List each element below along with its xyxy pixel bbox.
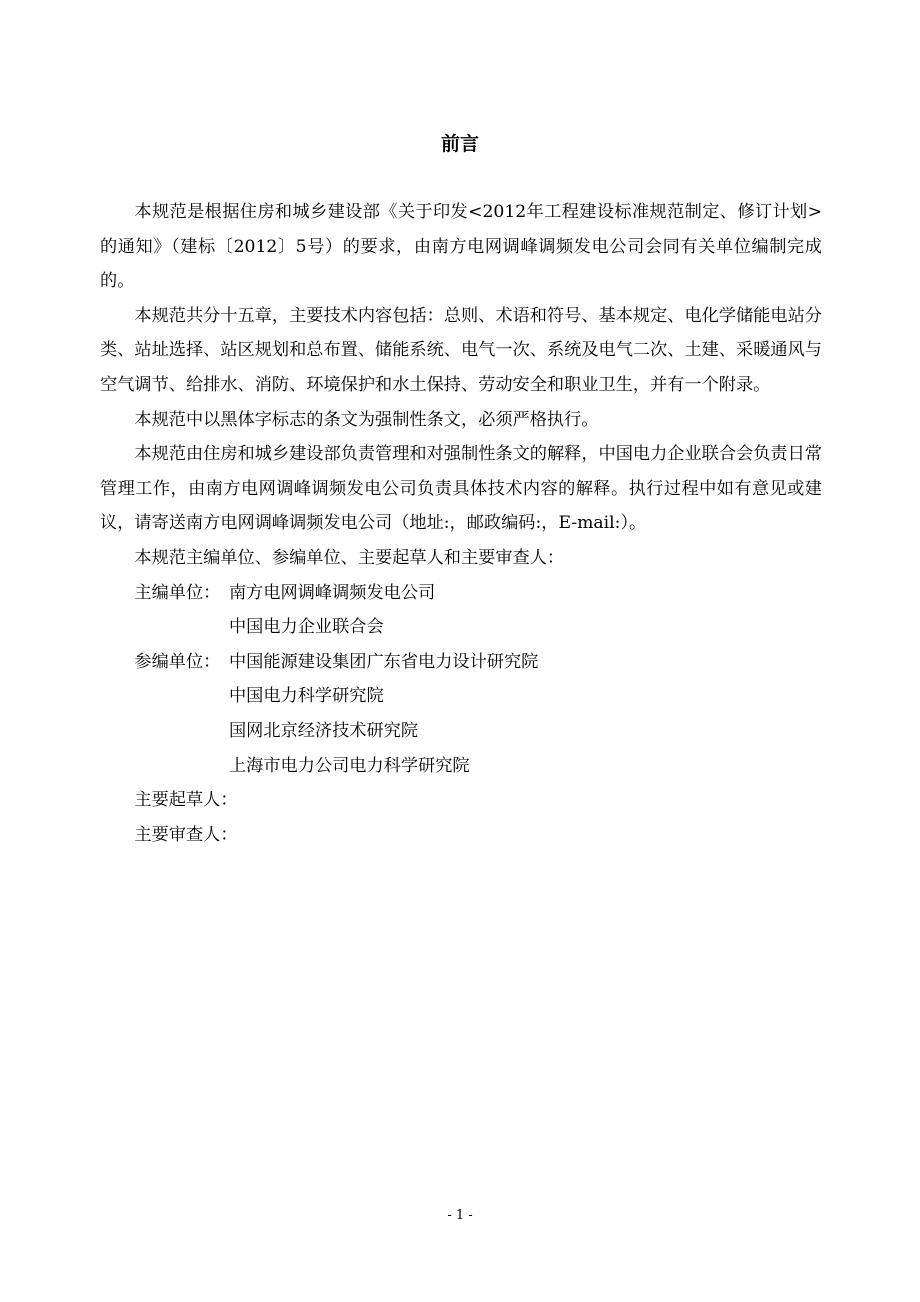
reviewers-label: 主要审查人： xyxy=(134,824,238,845)
chief-unit-item: 中国电力企业联合会 xyxy=(228,617,384,638)
paragraph-management: 本规范由住房和城乡建设部负责管理和对强制性条文的解释，中国电力企业联合会负责日常管理工作，由南方电网调峰调频发电公司负责具体技术内容的解释。执行过程中如有意见或建议，请寄送南方电网调峰调频发电公司（地址:，邮政编码:，E-mail:）。 xyxy=(100,444,822,534)
participating-units-label: 参编单位： xyxy=(134,651,221,672)
drafters-label: 主要起草人： xyxy=(134,790,238,811)
paragraph-mandatory: 本规范中以黑体字标志的条文为强制性条文，必须严格执行。 xyxy=(134,409,599,430)
chief-units-section xyxy=(100,576,822,645)
participating-unit-item: 中国电力科学研究院 xyxy=(228,686,384,707)
participating-unit-item: 上海市电力公司电力科学研究院 xyxy=(228,755,470,776)
foreword-body xyxy=(100,195,822,852)
chief-units-label: 主编单位： xyxy=(134,582,221,603)
participating-units-section xyxy=(100,645,822,783)
participating-units-list xyxy=(229,645,822,783)
paragraph-units-intro: 本规范主编单位、参编单位、主要起草人和主要审查人： xyxy=(134,547,565,568)
paragraph-contents: 本规范共分十五章，主要技术内容包括：总则、术语和符号、基本规定、电化学储能电站分类、站址选择、站区规划和总布置、储能系统、电气一次、系统及电气二次、土建、采暖通风与空气调节、给排水、消防、环境保护和水土保持、劳动安全和职业卫生，并有一个附录。 xyxy=(100,305,822,395)
page-number: - 1 - xyxy=(447,1208,473,1223)
page-title: 前言 xyxy=(440,133,479,155)
chief-units-list xyxy=(229,576,822,645)
participating-unit-item: 中国能源建设集团广东省电力设计研究院 xyxy=(228,651,539,672)
chief-unit-item: 南方电网调峰调频发电公司 xyxy=(228,582,436,603)
paragraph-basis: 本规范是根据住房和城乡建设部《关于印发<2012年工程建设标准规范制定、修订计划>的通知》（建标〔2012〕5号）的要求，由南方电网调峰调频发电公司会同有关单位编制完成的。 xyxy=(100,202,822,292)
participating-unit-item: 国网北京经济技术研究院 xyxy=(228,720,419,741)
